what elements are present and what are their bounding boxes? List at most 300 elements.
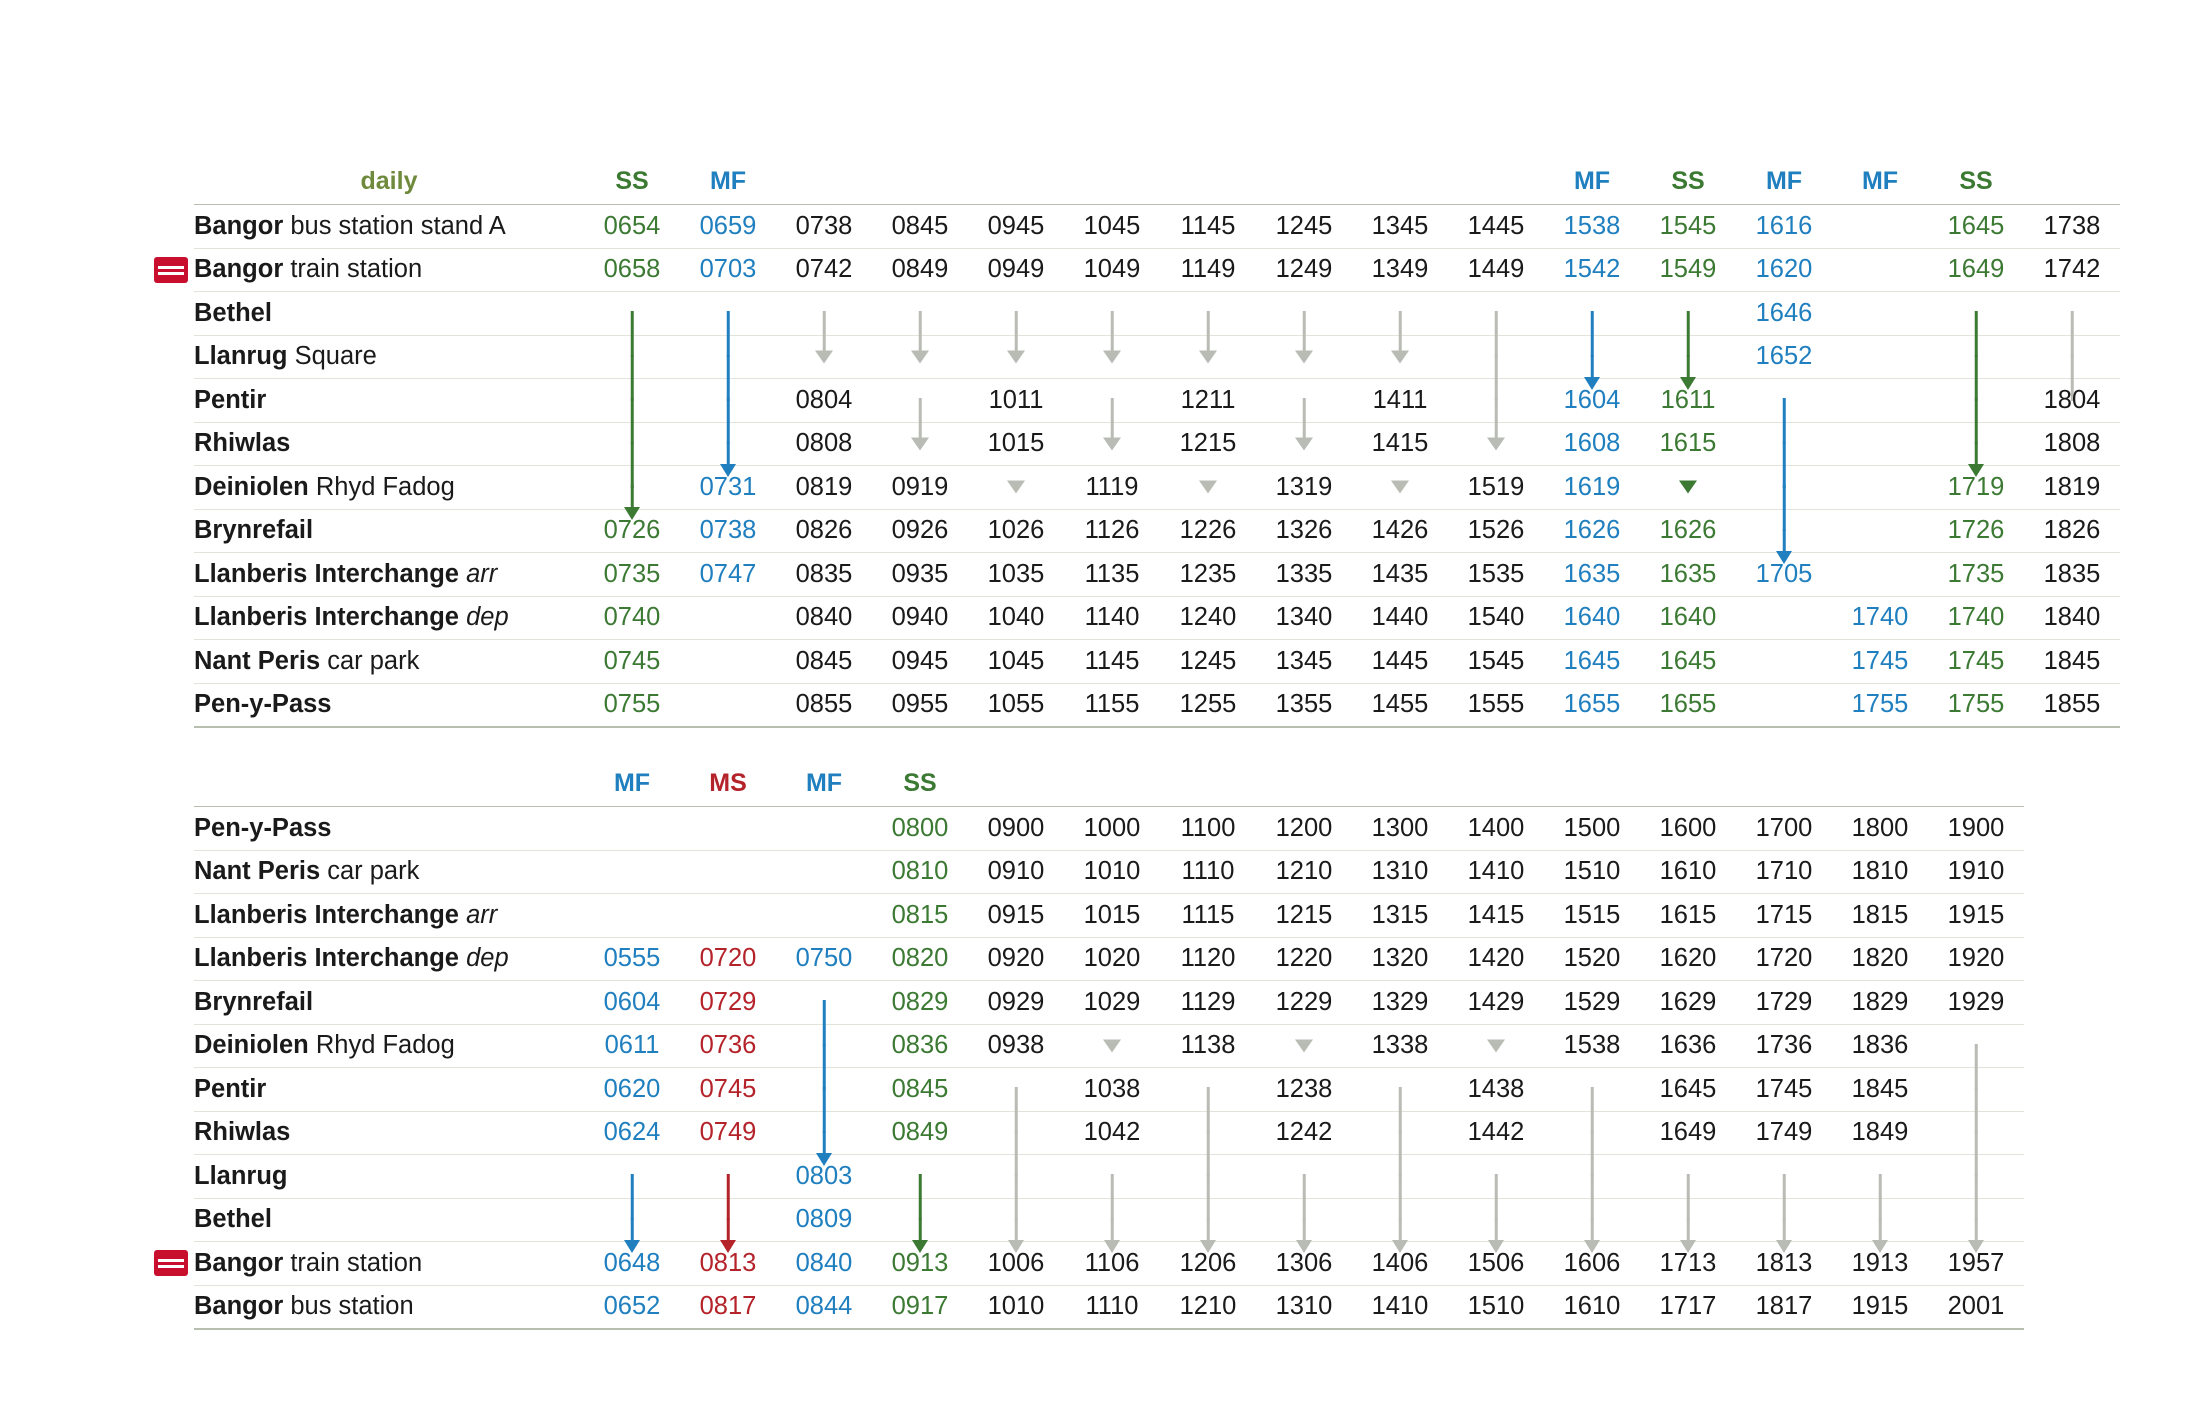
time-cell: 1604 bbox=[1544, 379, 1640, 423]
connector-cell bbox=[776, 1024, 872, 1068]
connector-cell bbox=[1448, 335, 1544, 379]
time-cell: 0736 bbox=[680, 1024, 776, 1068]
stop-name-main: Bangor bbox=[194, 211, 284, 240]
connector-cell bbox=[584, 335, 680, 379]
time-cell: 0940 bbox=[872, 596, 968, 640]
rail-icon-slot bbox=[152, 379, 194, 423]
connector-cell bbox=[1160, 466, 1256, 510]
connector-cell bbox=[968, 335, 1064, 379]
stop-name-main: Deiniolen bbox=[194, 472, 309, 501]
time-cell: 1400 bbox=[1448, 807, 1544, 851]
time-cell: 1011 bbox=[968, 379, 1064, 423]
connector-cell bbox=[1064, 1155, 1160, 1199]
time-cell: 1435 bbox=[1352, 553, 1448, 597]
connector-cell bbox=[1736, 509, 1832, 553]
time-cell bbox=[680, 894, 776, 938]
day-code-blank-5 bbox=[1160, 160, 1256, 205]
connector-cell bbox=[1064, 292, 1160, 336]
connector-cell bbox=[1352, 466, 1448, 510]
time-cell: 1720 bbox=[1736, 937, 1832, 981]
time-cell: 1245 bbox=[1160, 640, 1256, 684]
time-cell: 1649 bbox=[1928, 248, 2024, 292]
stop-name-main: Bethel bbox=[194, 298, 272, 327]
connector-cell bbox=[1256, 335, 1352, 379]
connector-cell bbox=[968, 1111, 1064, 1155]
stop-name-main: Deiniolen bbox=[194, 1031, 309, 1060]
time-cell: 1549 bbox=[1640, 248, 1736, 292]
time-cell: 1145 bbox=[1160, 205, 1256, 249]
connector-cell bbox=[584, 379, 680, 423]
route-arrowhead-grey bbox=[1295, 1039, 1313, 1052]
connector-cell bbox=[1832, 1198, 1928, 1242]
time-cell bbox=[1736, 640, 1832, 684]
time-cell: 0945 bbox=[968, 205, 1064, 249]
day-code-blank-9 bbox=[1736, 762, 1832, 807]
time-cell: 1240 bbox=[1160, 596, 1256, 640]
stop-name bbox=[194, 422, 584, 466]
time-cell: 1610 bbox=[1544, 1285, 1640, 1329]
table-row bbox=[152, 379, 2120, 423]
time-cell: 1815 bbox=[1832, 894, 1928, 938]
time-cell: 1742 bbox=[2024, 248, 2120, 292]
time-cell: 1655 bbox=[1640, 683, 1736, 727]
day-code-blank-3 bbox=[1160, 762, 1256, 807]
stop-name-main: Bethel bbox=[194, 1205, 272, 1234]
national-rail-icon bbox=[154, 1250, 188, 1276]
time-cell: 1845 bbox=[2024, 640, 2120, 684]
national-rail-icon bbox=[154, 257, 188, 283]
time-cell: 0745 bbox=[680, 1068, 776, 1112]
connector-cell bbox=[1160, 292, 1256, 336]
time-cell: 1835 bbox=[2024, 553, 2120, 597]
time-cell: 1340 bbox=[1256, 596, 1352, 640]
time-cell: 1211 bbox=[1160, 379, 1256, 423]
rail-icon-slot bbox=[152, 1242, 194, 1286]
time-cell bbox=[1832, 422, 1928, 466]
connector-cell bbox=[968, 1155, 1064, 1199]
rail-icon-slot bbox=[152, 1285, 194, 1329]
day-code-blank-6 bbox=[1448, 762, 1544, 807]
time-cell: 1326 bbox=[1256, 509, 1352, 553]
time-cell: 0910 bbox=[968, 850, 1064, 894]
time-cell: 1110 bbox=[1160, 850, 1256, 894]
stop-name-main: Llanberis Interchange bbox=[194, 900, 459, 929]
time-cell: 0913 bbox=[872, 1242, 968, 1286]
connector-cell bbox=[1448, 379, 1544, 423]
time-cell: 1542 bbox=[1544, 248, 1640, 292]
time-cell: 0829 bbox=[872, 981, 968, 1025]
stop-name-main: Pen-y-Pass bbox=[194, 690, 332, 719]
time-cell bbox=[1832, 248, 1928, 292]
day-code-blank-10 bbox=[1832, 762, 1928, 807]
time-cell: 1519 bbox=[1448, 466, 1544, 510]
time-cell: 1229 bbox=[1256, 981, 1352, 1025]
time-cell: 1910 bbox=[1928, 850, 2024, 894]
time-cell: 1736 bbox=[1736, 1024, 1832, 1068]
table-row bbox=[152, 1111, 2024, 1155]
time-cell: 1635 bbox=[1640, 553, 1736, 597]
connector-cell bbox=[1160, 1155, 1256, 1199]
time-cell: 1510 bbox=[1448, 1285, 1544, 1329]
time-cell: 1500 bbox=[1544, 807, 1640, 851]
connector-cell bbox=[680, 335, 776, 379]
time-cell: 1411 bbox=[1352, 379, 1448, 423]
connector-cell bbox=[1832, 1155, 1928, 1199]
connector-cell bbox=[1256, 1198, 1352, 1242]
connector-cell bbox=[1544, 292, 1640, 336]
time-cell: 1029 bbox=[1064, 981, 1160, 1025]
time-cell: 1615 bbox=[1640, 894, 1736, 938]
time-cell: 1455 bbox=[1352, 683, 1448, 727]
time-cell: 0624 bbox=[584, 1111, 680, 1155]
connector-cell bbox=[1256, 292, 1352, 336]
time-cell: 1445 bbox=[1352, 640, 1448, 684]
stop-name bbox=[194, 640, 584, 684]
day-code-MF: MF bbox=[613, 768, 651, 797]
table-row bbox=[152, 1155, 2024, 1199]
day-code-MF-4: MF bbox=[1861, 166, 1899, 195]
time-cell bbox=[680, 640, 776, 684]
day-code-SS: SS bbox=[615, 166, 649, 195]
day-code-SS-3: SS bbox=[1959, 166, 1993, 195]
time-cell: 0750 bbox=[776, 937, 872, 981]
stop-name-main: Nant Peris bbox=[194, 646, 321, 675]
time-cell: 1100 bbox=[1160, 807, 1256, 851]
time-cell: 1010 bbox=[1064, 850, 1160, 894]
time-cell: 1540 bbox=[1448, 596, 1544, 640]
stop-name-sub: car park bbox=[320, 646, 420, 675]
time-cell: 1645 bbox=[1640, 640, 1736, 684]
time-cell: 0845 bbox=[872, 1068, 968, 1112]
time-cell: 0729 bbox=[680, 981, 776, 1025]
stop-name-sub: car park bbox=[320, 857, 420, 886]
time-cell: 1145 bbox=[1064, 640, 1160, 684]
time-cell: 1126 bbox=[1064, 509, 1160, 553]
time-cell: 1555 bbox=[1448, 683, 1544, 727]
day-code-blank-7 bbox=[1352, 160, 1448, 205]
daily-label: daily bbox=[360, 166, 418, 195]
day-code-blank-9 bbox=[2024, 160, 2120, 205]
time-cell: 1155 bbox=[1064, 683, 1160, 727]
connector-cell bbox=[776, 981, 872, 1025]
time-cell: 1515 bbox=[1544, 894, 1640, 938]
time-cell: 1715 bbox=[1736, 894, 1832, 938]
time-cell: 0817 bbox=[680, 1285, 776, 1329]
connector-cell bbox=[1256, 1155, 1352, 1199]
time-cell: 1545 bbox=[1640, 205, 1736, 249]
time-cell: 1220 bbox=[1256, 937, 1352, 981]
day-code-row bbox=[152, 762, 2024, 807]
connector-cell bbox=[1736, 1155, 1832, 1199]
table-row bbox=[152, 509, 2120, 553]
route-arrowhead-green bbox=[1679, 481, 1697, 494]
time-cell: 1849 bbox=[1832, 1111, 1928, 1155]
time-cell: 1616 bbox=[1736, 205, 1832, 249]
day-code-SS: SS bbox=[903, 768, 937, 797]
time-cell: 1755 bbox=[1832, 683, 1928, 727]
stop-name bbox=[194, 1198, 584, 1242]
time-cell: 1420 bbox=[1448, 937, 1544, 981]
connector-cell bbox=[584, 1155, 680, 1199]
stop-name-main: Bangor bbox=[194, 1248, 284, 1277]
day-code-blank-1 bbox=[968, 762, 1064, 807]
time-cell: 0915 bbox=[968, 894, 1064, 938]
day-code-MF-2: MF bbox=[805, 768, 843, 797]
time-cell: 0611 bbox=[584, 1024, 680, 1068]
table-row bbox=[152, 466, 2120, 510]
rail-icon-slot bbox=[152, 683, 194, 727]
stop-name-sub: train station bbox=[283, 255, 423, 284]
time-cell: 0738 bbox=[776, 205, 872, 249]
rail-icon-slot bbox=[152, 937, 194, 981]
time-cell: 1319 bbox=[1256, 466, 1352, 510]
connector-cell bbox=[1064, 379, 1160, 423]
time-cell: 1449 bbox=[1448, 248, 1544, 292]
time-cell: 1713 bbox=[1640, 1242, 1736, 1286]
timetable-block-return bbox=[152, 762, 2024, 1330]
connector-cell bbox=[680, 1155, 776, 1199]
time-cell: 1929 bbox=[1928, 981, 2024, 1025]
time-cell: 0836 bbox=[872, 1024, 968, 1068]
stop-name bbox=[194, 205, 584, 249]
time-cell bbox=[584, 807, 680, 851]
table-row bbox=[152, 1068, 2024, 1112]
time-cell: 0745 bbox=[584, 640, 680, 684]
route-arrowhead-grey bbox=[1007, 481, 1025, 494]
stop-name-sub: Square bbox=[287, 342, 377, 371]
connector-cell bbox=[1928, 292, 2024, 336]
day-code-blank-8 bbox=[1640, 762, 1736, 807]
time-cell: 0726 bbox=[584, 509, 680, 553]
stop-name-sub: Rhyd Fadog bbox=[308, 472, 455, 501]
stop-name bbox=[194, 894, 584, 938]
time-cell: 1745 bbox=[1832, 640, 1928, 684]
time-cell: 1442 bbox=[1448, 1111, 1544, 1155]
day-code-blank-11 bbox=[1928, 762, 2024, 807]
time-cell: 1808 bbox=[2024, 422, 2120, 466]
connector-cell bbox=[2024, 292, 2120, 336]
connector-cell bbox=[1064, 422, 1160, 466]
stop-name-main: Pentir bbox=[194, 1074, 267, 1103]
time-cell: 1020 bbox=[1064, 937, 1160, 981]
route-arrowhead-grey bbox=[1391, 481, 1409, 494]
time-cell: 1829 bbox=[1832, 981, 1928, 1025]
connector-cell bbox=[1352, 292, 1448, 336]
connector-cell bbox=[872, 1155, 968, 1199]
time-cell: 0555 bbox=[584, 937, 680, 981]
connector-cell bbox=[776, 1111, 872, 1155]
route-arrowhead-grey bbox=[911, 437, 929, 450]
connector-cell bbox=[1544, 335, 1640, 379]
table-row bbox=[152, 1242, 2024, 1286]
time-cell: 2001 bbox=[1928, 1285, 2024, 1329]
connector-cell bbox=[1928, 1068, 2024, 1112]
stop-name bbox=[194, 553, 584, 597]
rail-icon-slot bbox=[152, 807, 194, 851]
stop-name bbox=[194, 981, 584, 1025]
time-cell: 0819 bbox=[776, 466, 872, 510]
rail-icon-slot bbox=[152, 205, 194, 249]
time-cell: 0740 bbox=[584, 596, 680, 640]
time-cell: 0920 bbox=[968, 937, 1064, 981]
connector-cell bbox=[1352, 1068, 1448, 1112]
route-arrowhead-grey bbox=[1103, 1039, 1121, 1052]
time-cell: 0648 bbox=[584, 1242, 680, 1286]
time-cell: 1149 bbox=[1160, 248, 1256, 292]
connector-cell bbox=[1064, 335, 1160, 379]
stop-name-main: Bangor bbox=[194, 1292, 284, 1321]
route-arrowhead-grey bbox=[1199, 481, 1217, 494]
time-cell: 1545 bbox=[1448, 640, 1544, 684]
time-cell: 1538 bbox=[1544, 1024, 1640, 1068]
rail-icon-slot bbox=[152, 248, 194, 292]
time-cell: 0840 bbox=[776, 1242, 872, 1286]
time-cell: 0900 bbox=[968, 807, 1064, 851]
time-cell: 1045 bbox=[1064, 205, 1160, 249]
day-code-blank-7 bbox=[1544, 762, 1640, 807]
time-cell: 0654 bbox=[584, 205, 680, 249]
time-cell: 1740 bbox=[1928, 596, 2024, 640]
day-code-blank-2 bbox=[872, 160, 968, 205]
time-cell: 0604 bbox=[584, 981, 680, 1025]
table-row bbox=[152, 1198, 2024, 1242]
time-cell: 0810 bbox=[872, 850, 968, 894]
connector-cell bbox=[1160, 1111, 1256, 1155]
time-cell bbox=[1832, 509, 1928, 553]
time-cell: 1215 bbox=[1160, 422, 1256, 466]
connector-cell bbox=[1448, 1198, 1544, 1242]
time-cell: 1719 bbox=[1928, 466, 2024, 510]
table-row bbox=[152, 596, 2120, 640]
connector-cell bbox=[584, 1198, 680, 1242]
connector-cell bbox=[1640, 466, 1736, 510]
time-cell: 0755 bbox=[584, 683, 680, 727]
time-cell: 1129 bbox=[1160, 981, 1256, 1025]
stop-name-main: Pen-y-Pass bbox=[194, 813, 332, 842]
time-cell: 0808 bbox=[776, 422, 872, 466]
time-cell: 1800 bbox=[1832, 807, 1928, 851]
stop-name-main: Brynrefail bbox=[194, 516, 314, 545]
time-cell: 1840 bbox=[2024, 596, 2120, 640]
time-cell: 0855 bbox=[776, 683, 872, 727]
time-cell: 1410 bbox=[1352, 1285, 1448, 1329]
time-cell bbox=[1832, 292, 1928, 336]
connector-cell bbox=[1928, 422, 2024, 466]
time-cell: 1235 bbox=[1160, 553, 1256, 597]
route-arrowhead-grey bbox=[1295, 350, 1313, 363]
connector-cell bbox=[2024, 335, 2120, 379]
stop-name-main: Brynrefail bbox=[194, 987, 314, 1016]
time-cell: 1110 bbox=[1064, 1285, 1160, 1329]
time-cell: 0742 bbox=[776, 248, 872, 292]
time-cell: 1320 bbox=[1352, 937, 1448, 981]
stop-name bbox=[194, 335, 584, 379]
connector-cell bbox=[1256, 422, 1352, 466]
route-arrowhead-grey bbox=[1487, 1039, 1505, 1052]
day-code-blank-3 bbox=[968, 160, 1064, 205]
stop-name-sub: train station bbox=[283, 1248, 423, 1277]
route-arrowhead-grey bbox=[815, 350, 833, 363]
connector-cell bbox=[1640, 292, 1736, 336]
time-cell: 1138 bbox=[1160, 1024, 1256, 1068]
time-cell: 1206 bbox=[1160, 1242, 1256, 1286]
connector-cell bbox=[1160, 1068, 1256, 1112]
time-cell bbox=[776, 850, 872, 894]
stop-name bbox=[194, 466, 584, 510]
rail-icon-slot bbox=[152, 335, 194, 379]
connector-cell bbox=[872, 422, 968, 466]
rail-icon-slot bbox=[152, 640, 194, 684]
connector-cell bbox=[872, 379, 968, 423]
time-cell: 1510 bbox=[1544, 850, 1640, 894]
rail-icon-slot bbox=[152, 466, 194, 510]
stop-name bbox=[194, 683, 584, 727]
stop-name-sub: arr bbox=[459, 900, 498, 929]
time-cell bbox=[584, 894, 680, 938]
stop-name-sub: dep bbox=[459, 944, 509, 973]
time-cell: 1406 bbox=[1352, 1242, 1448, 1286]
stop-name-sub: bus station bbox=[283, 1292, 414, 1321]
time-cell: 0820 bbox=[872, 937, 968, 981]
stop-name bbox=[194, 292, 584, 336]
connector-cell bbox=[968, 292, 1064, 336]
stop-name bbox=[194, 1068, 584, 1112]
connector-cell bbox=[872, 335, 968, 379]
time-cell: 1055 bbox=[968, 683, 1064, 727]
time-cell: 1745 bbox=[1928, 640, 2024, 684]
time-cell: 0945 bbox=[872, 640, 968, 684]
route-arrowhead-grey bbox=[1199, 350, 1217, 363]
time-cell: 1242 bbox=[1256, 1111, 1352, 1155]
time-cell: 1415 bbox=[1352, 422, 1448, 466]
table-row bbox=[152, 553, 2120, 597]
time-cell: 1042 bbox=[1064, 1111, 1160, 1155]
time-cell: 1710 bbox=[1736, 850, 1832, 894]
time-cell: 1920 bbox=[1928, 937, 2024, 981]
timetable-block-outbound bbox=[152, 160, 2120, 728]
time-cell: 1410 bbox=[1448, 850, 1544, 894]
time-cell: 1106 bbox=[1064, 1242, 1160, 1286]
time-cell: 0845 bbox=[776, 640, 872, 684]
route-arrowhead-grey bbox=[1295, 437, 1313, 450]
connector-cell bbox=[776, 292, 872, 336]
stop-name bbox=[194, 1242, 584, 1286]
stop-name bbox=[194, 1155, 584, 1199]
time-cell bbox=[1832, 553, 1928, 597]
time-cell: 1640 bbox=[1640, 596, 1736, 640]
connector-cell bbox=[1352, 1155, 1448, 1199]
time-cell: 1255 bbox=[1160, 683, 1256, 727]
time-cell: 1645 bbox=[1928, 205, 2024, 249]
connector-cell bbox=[1736, 1198, 1832, 1242]
connector-cell bbox=[1640, 335, 1736, 379]
table-row bbox=[152, 205, 2120, 249]
time-cell: 1826 bbox=[2024, 509, 2120, 553]
table-row bbox=[152, 850, 2024, 894]
stop-name-main: Nant Peris bbox=[194, 857, 321, 886]
time-cell: 0809 bbox=[776, 1198, 872, 1242]
time-cell: 1349 bbox=[1352, 248, 1448, 292]
time-cell: 1038 bbox=[1064, 1068, 1160, 1112]
time-cell bbox=[680, 850, 776, 894]
time-cell: 1015 bbox=[1064, 894, 1160, 938]
spacer-cell bbox=[152, 160, 194, 205]
time-cell: 1049 bbox=[1064, 248, 1160, 292]
time-cell: 1249 bbox=[1256, 248, 1352, 292]
connector-cell bbox=[1928, 379, 2024, 423]
time-cell: 1440 bbox=[1352, 596, 1448, 640]
time-cell: 0813 bbox=[680, 1242, 776, 1286]
